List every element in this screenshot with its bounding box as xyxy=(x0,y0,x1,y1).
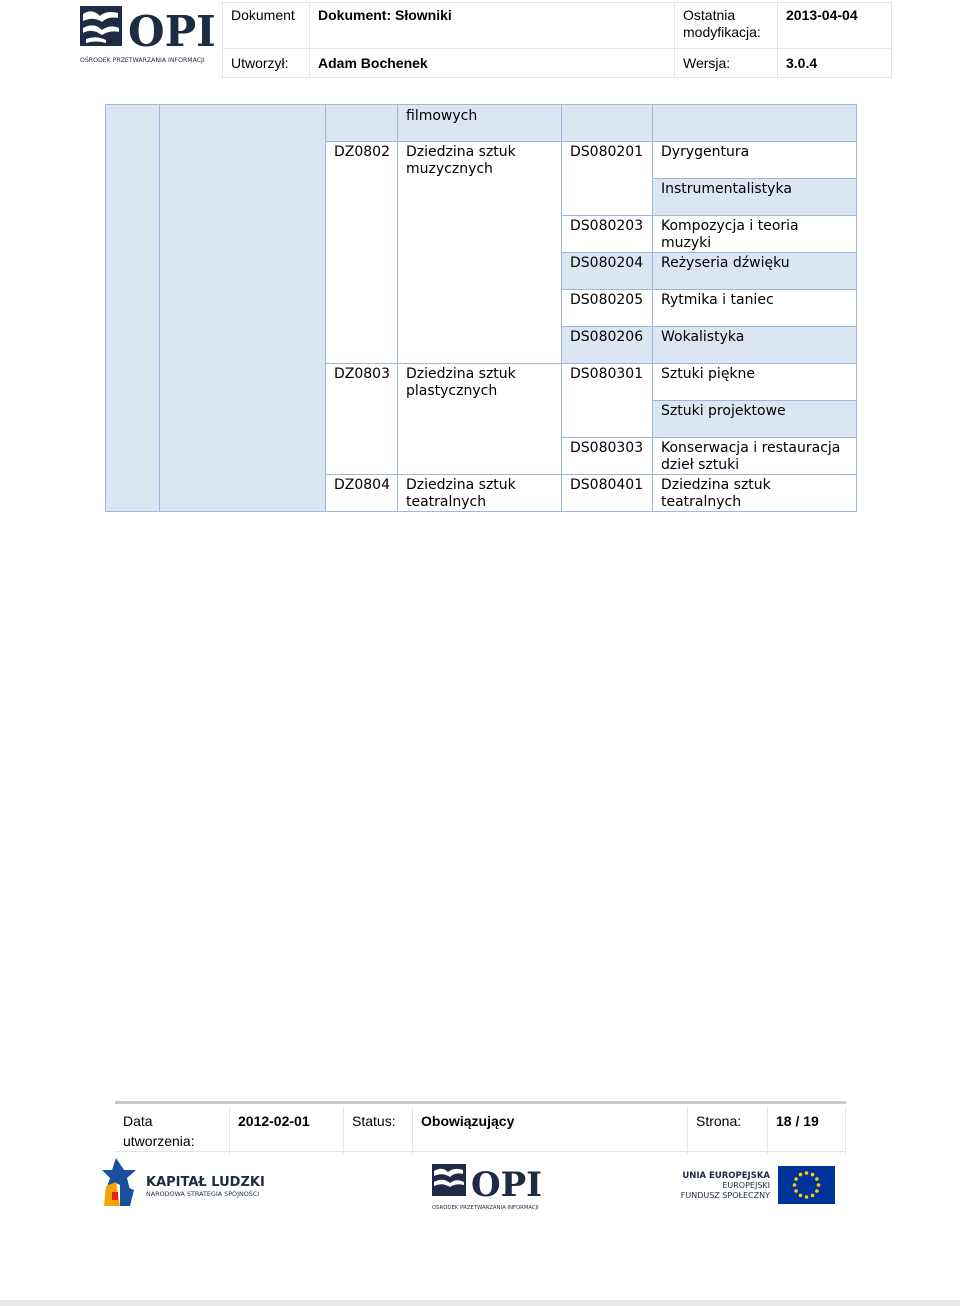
dz-name: Dziedzina sztuk plastycznych xyxy=(398,364,562,475)
svg-text:EUROPEJSKI: EUROPEJSKI xyxy=(722,1181,770,1190)
status-label: Status: xyxy=(344,1108,413,1154)
ds-code: DS080205 xyxy=(562,290,653,327)
eu-star-icon xyxy=(815,1189,819,1193)
ds-code: DS080203 xyxy=(562,216,653,253)
modification-value: 2013-04-04 xyxy=(778,3,892,49)
eu-star-icon xyxy=(811,1194,815,1198)
table-cell-continued: filmowych xyxy=(398,105,562,142)
status-value: Obowiązujący xyxy=(413,1108,688,1154)
eu-star-icon xyxy=(794,1189,798,1193)
version-label: Wersja: xyxy=(675,49,778,78)
author-label: Utworzył: xyxy=(223,49,310,78)
created-label: Data utworzenia: xyxy=(115,1108,230,1154)
eu-fund-logo xyxy=(680,1162,838,1208)
document-header-table xyxy=(222,2,892,78)
ds-name: Rytmika i taniec xyxy=(653,290,857,327)
ds-name: Kompozycja i teoria muzyki xyxy=(653,216,857,253)
author-value: Adam Bochenek xyxy=(310,49,675,78)
dictionary-table xyxy=(105,104,857,512)
table-empty-cell xyxy=(106,105,160,512)
ds-name: Sztuki projektowe xyxy=(653,401,857,438)
dz-name: Dziedzina sztuk teatralnych xyxy=(398,475,562,512)
ds-name: Reżyseria dźwięku xyxy=(653,253,857,290)
ds-code: DS080301 xyxy=(562,364,653,438)
eu-star-icon xyxy=(805,1171,809,1175)
page-bottom-bar xyxy=(0,1300,960,1306)
table-empty-cell xyxy=(562,105,653,142)
table-empty-cell xyxy=(326,105,398,142)
ds-code: DS080201 xyxy=(562,142,653,216)
ds-code: DS080204 xyxy=(562,253,653,290)
modification-label: Ostatnia modyfikacja: xyxy=(675,3,778,49)
kapital-ludzki-logo xyxy=(102,1156,267,1210)
ds-code: DS080206 xyxy=(562,327,653,364)
table-empty-cell xyxy=(160,105,326,512)
svg-text:OŚRODEK PRZETWARZANIA INFORMAC: OŚRODEK PRZETWARZANIA INFORMACJI xyxy=(80,57,205,64)
doc-value: Dokument: Słowniki xyxy=(310,3,675,49)
ds-name: Dziedzina sztuk teatralnych xyxy=(653,475,857,512)
svg-text:KAPITAŁ LUDZKI: KAPITAŁ LUDZKI xyxy=(146,1175,265,1190)
eu-star-icon xyxy=(811,1173,815,1177)
eu-star-icon xyxy=(799,1194,803,1198)
dz-code: DZ0803 xyxy=(326,364,398,475)
footer-bottom-line xyxy=(115,1151,846,1152)
version-value: 3.0.4 xyxy=(778,49,892,78)
ds-name: Wokalistyka xyxy=(653,327,857,364)
dz-code: DZ0804 xyxy=(326,475,398,512)
opi-footer-logo xyxy=(432,1162,544,1212)
ds-code: DS080303 xyxy=(562,438,653,475)
dz-name: Dziedzina sztuk muzycznych xyxy=(398,142,562,364)
ds-code: DS080401 xyxy=(562,475,653,512)
eu-star-icon xyxy=(799,1173,803,1177)
svg-text:UNIA EUROPEJSKA: UNIA EUROPEJSKA xyxy=(682,1171,770,1181)
svg-text:OPI: OPI xyxy=(128,7,216,56)
page-value: 18 / 19 xyxy=(768,1108,846,1154)
ds-name: Dyrygentura xyxy=(653,142,857,179)
document-footer-table xyxy=(115,1108,846,1154)
dz-code: DZ0802 xyxy=(326,142,398,364)
eu-star-icon xyxy=(815,1177,819,1181)
svg-text:NARODOWA STRATEGIA SPÓJNOŚCI: NARODOWA STRATEGIA SPÓJNOŚCI xyxy=(146,1190,260,1198)
eu-star-icon xyxy=(794,1177,798,1181)
svg-text:OPI: OPI xyxy=(471,1165,543,1205)
opi-logo xyxy=(80,4,216,66)
table-empty-cell xyxy=(653,105,857,142)
doc-label: Dokument xyxy=(223,3,310,49)
created-value: 2012-02-01 xyxy=(230,1108,344,1154)
eu-star-icon xyxy=(793,1183,797,1187)
table-row xyxy=(106,105,857,142)
page-label: Strona: xyxy=(688,1108,768,1154)
eu-star-icon xyxy=(805,1195,809,1199)
ds-name: Sztuki piękne xyxy=(653,364,857,401)
svg-text:OŚRODEK PRZETWARZANIA INFORMAC: OŚRODEK PRZETWARZANIA INFORMACJI xyxy=(432,1205,539,1211)
footer-divider xyxy=(115,1101,846,1104)
ds-name: Instrumentalistyka xyxy=(653,179,857,216)
svg-text:FUNDUSZ SPOŁECZNY: FUNDUSZ SPOŁECZNY xyxy=(680,1191,770,1200)
ds-name: Konserwacja i restauracja dzieł sztuki xyxy=(653,438,857,475)
eu-star-icon xyxy=(817,1183,821,1187)
